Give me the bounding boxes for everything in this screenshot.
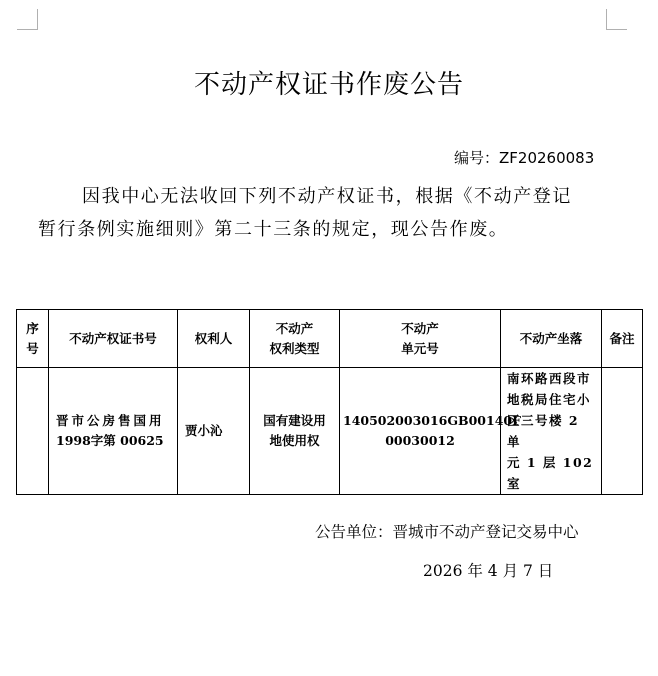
header-certificate-number: 不动产权证书号 — [49, 310, 178, 368]
table-row — [17, 368, 643, 495]
cell-certificate-number: 晋市公房售国用 1998字第 00625 — [49, 368, 178, 495]
header-location: 不动产坐落 — [501, 310, 602, 368]
document-number-value: ZF20260083 — [499, 149, 595, 167]
cell-location: 南环路西段市 地税局住宅小 区三号楼 2 单 元 1 层 102 室 — [501, 368, 602, 495]
cell-right-holder: 贾小沁 — [178, 368, 250, 495]
cell-remarks — [602, 368, 643, 495]
body-paragraph-line-2: 暂行条例实施细则》第二十三条的规定，现公告作废。 — [38, 219, 509, 240]
document-number — [454, 148, 594, 168]
header-right-holder: 权利人 — [178, 310, 250, 368]
announcement-body — [38, 180, 618, 246]
header-remarks: 备注 — [602, 310, 643, 368]
voided-certificates-table — [16, 309, 643, 495]
table-header-row — [17, 310, 643, 368]
body-paragraph-line-1: 因我中心无法收回下列不动产权证书，根据《不动产登记 — [82, 186, 572, 207]
cell-unit-number: 140502003016GB00140F 00030012 — [340, 368, 501, 495]
cell-right-type: 国有建设用 地使用权 — [250, 368, 340, 495]
header-unit-number: 不动产 单元号 — [340, 310, 501, 368]
issuing-unit: 公告单位：晋城市不动产登记交易中心 — [315, 523, 579, 541]
cell-index — [17, 368, 49, 495]
page-corner-mark-top-right — [606, 9, 627, 30]
header-right-type: 不动产 权利类型 — [250, 310, 340, 368]
announcement-date: 2026 年 4 月 7 日 — [423, 562, 554, 580]
page-corner-mark-top-left — [17, 9, 38, 30]
document-number-label: 编号： — [454, 149, 500, 167]
header-index: 序 号 — [17, 310, 49, 368]
page-title: 不动产权证书作废公告 — [193, 70, 464, 100]
